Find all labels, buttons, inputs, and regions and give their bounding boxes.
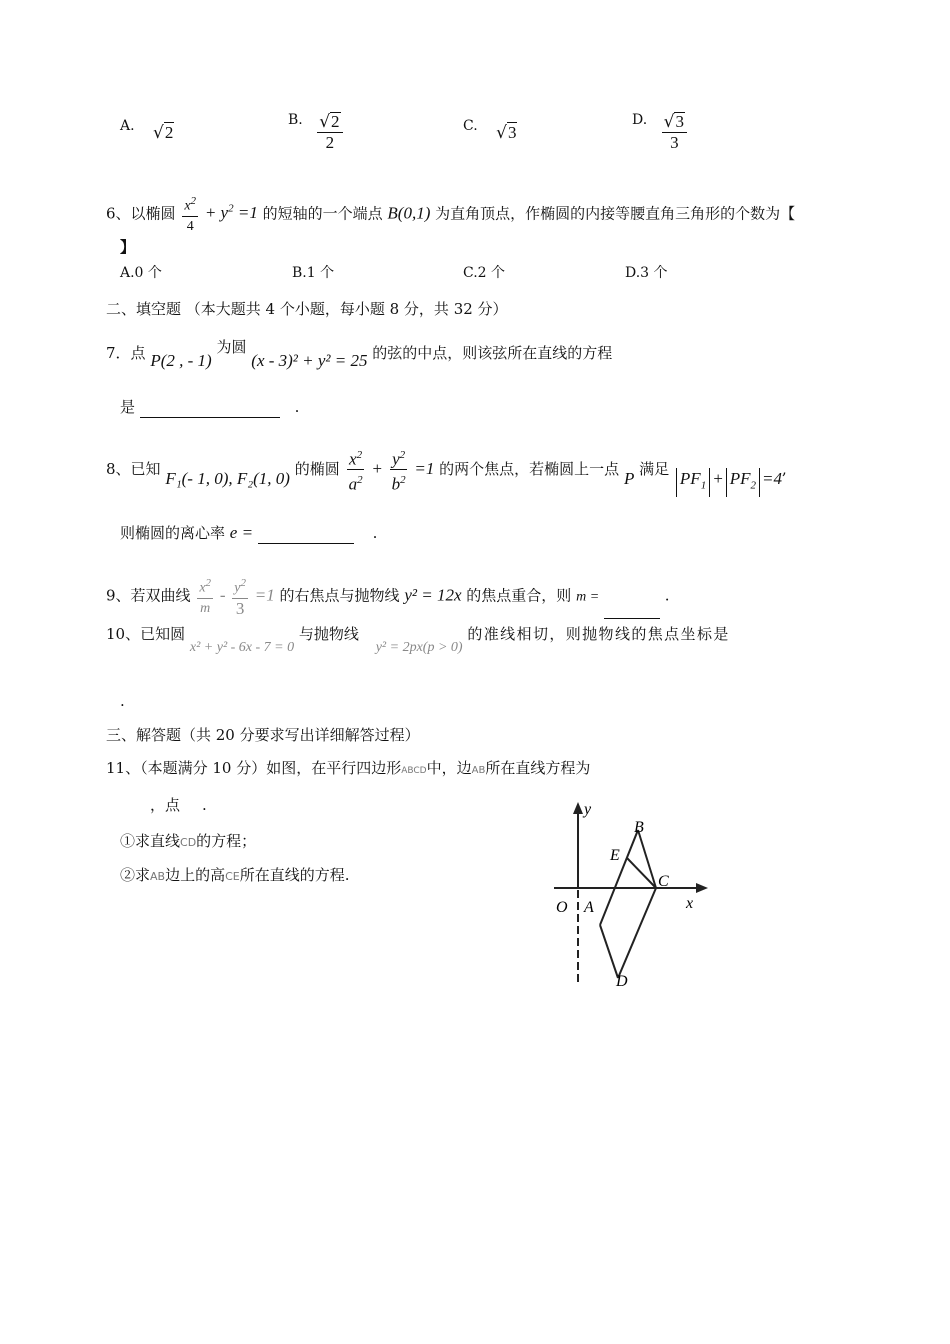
question-7-line2: 是 . [120,398,300,416]
q6-close-bracket: 】 [120,238,136,256]
label-o: O [556,899,568,916]
label-a: A [584,899,594,916]
label-b: B [634,819,644,836]
fraction: $\frac{x^2}{4}$ [182,192,198,237]
parallelogram-figure [548,800,718,990]
section-heading-3: 三、解答题（共 20 分要求写出详细解答过程） [106,726,420,744]
q5-option-c: C. √ 3 [463,118,517,143]
question-8-line2: 则椭圆的离心率 e = . [120,523,378,542]
question-11: 11、（本题满分 10 分）如图，在平行四边形ABCD中，边AB所在直线方程为 [106,759,591,777]
label-d: D [616,973,628,990]
answer-blank[interactable] [140,417,280,418]
q5-option-b: B. √ 2 2 [288,112,345,153]
sqrt-expression: √ 2 [153,123,174,143]
fraction: √ 3 3 [662,112,687,153]
y-axis-arrow-icon [573,802,583,814]
question-11-item-1: ①求直线CD的方程； [120,832,257,850]
fraction: $\frac{y^2}{b^2}$ [390,446,408,494]
fraction: √ 2 2 [317,112,342,153]
label-x: x [686,895,694,912]
label-y: y [584,801,592,818]
side-ab [600,830,638,925]
question-7: 7．点 P(2 , - 1) 为圆 (x - 3)² + y² = 25 的弦的中点，则该弦所在直线的方程 [106,338,613,370]
question-11-line2: ，点 . [150,796,207,814]
fraction: $y^2$ 3 [232,574,248,619]
question-10: 10、已知圆 x² + y² - 6x - 7 = 0 与抛物线 y² = 2px(p > 0) 的准线相切，则抛物线的焦点坐标是 [106,625,730,655]
answer-blank[interactable] [604,618,660,619]
label-c: C [658,873,669,890]
question-11-item-2: ②求AB边上的高CE所在直线的方程. [120,866,350,884]
sqrt-expression: √ 3 [496,123,517,143]
side-cd [618,888,656,978]
question-10-end: . [120,692,125,710]
question-6: 6、以椭圆 $\frac{x^2}{4}$ + $y^2 =1$ 的短轴的一个端点 B(0,1) 为直角顶点，作椭圆的内接等腰直角三角形的个数为【 [106,192,795,237]
q6-option-a: A.0 个 [120,265,162,281]
x-axis-arrow-icon [696,883,708,893]
answer-blank[interactable] [258,543,354,544]
q5-option-a: A. √ 2 [120,118,174,143]
fraction: $\frac{x^2}{m}$ [197,574,213,619]
fraction: $\frac{x^2}{a^2}$ [347,446,365,494]
question-8: 8、已知 F₁(- 1, 0), F₂(1, 0) 的椭圆 $\frac{x^2}{a^2}$ + $\frac{y^2}{b^2}$ =1 的两个焦点，若椭圆上一点 P 满足 $PF_1 + PF_2 =4$, [106,446,787,497]
q6-option-d: D.3 个 [625,265,668,281]
side-da [600,925,618,978]
section-heading-2: 二、填空题 （本大题共 4 个小题，每小题 8 分，共 32 分） [106,300,508,318]
label-e: E [610,847,620,864]
q6-option-b: B.1 个 [292,265,335,281]
question-9: 9、若双曲线 $\frac{x^2}{m}$ - $y^2$ 3 =1 的右焦点与抛物线 y² = 12x 的焦点重合，则 m = . [106,574,670,619]
q5-option-d: D. √ 3 3 [632,112,689,153]
q6-option-c: C.2 个 [463,265,506,281]
